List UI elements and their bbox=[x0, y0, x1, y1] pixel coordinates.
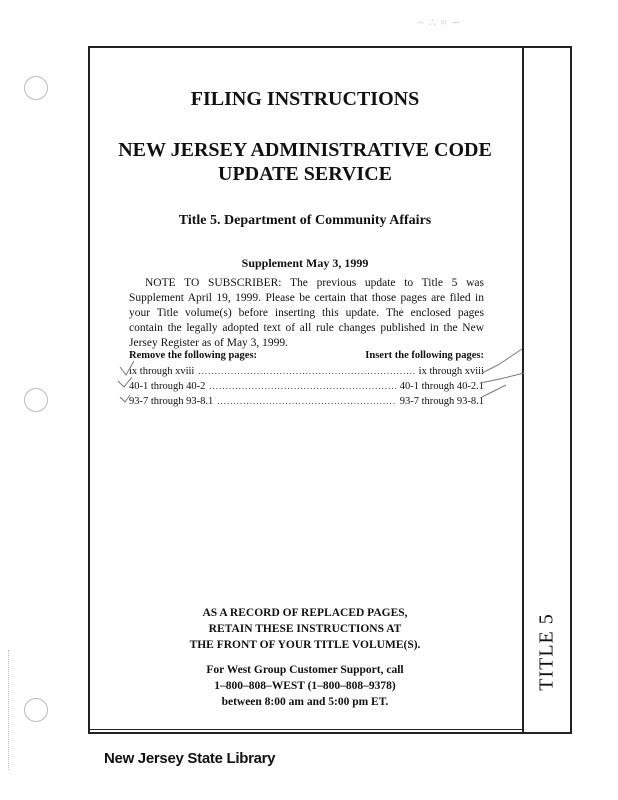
punch-hole-middle bbox=[24, 388, 48, 412]
remove-range: ix through xviii bbox=[129, 366, 195, 377]
margin-mark bbox=[8, 650, 9, 770]
remove-range: 40-1 through 40-2 bbox=[129, 381, 206, 392]
check-mark-left-1 bbox=[120, 361, 134, 375]
handwritten-scribble: ~ ∴ ≈ ∽ bbox=[418, 17, 462, 29]
note-text: The previous update to Title 5 was Supplement April 19, 1999. Please be certain that those pages are filed in your Title volume(s) before inserting this update. The enclosed pages contain the legally adopted text of all rule changes published in the New Jersey Register as of May 3, 1999. bbox=[129, 277, 485, 349]
support-line-2: 1–800–808–WEST (1–800–808–9378) bbox=[214, 680, 396, 692]
checkmarks-drawing bbox=[110, 345, 530, 415]
remove-pages-header: Remove the following pages: bbox=[129, 350, 258, 361]
code-heading bbox=[88, 138, 522, 186]
frame-double-rule bbox=[88, 729, 522, 730]
title-heading: Title 5. Department of Community Affairs bbox=[178, 213, 432, 228]
support-line-1: For West Group Customer Support, call bbox=[206, 664, 404, 676]
customer-support bbox=[88, 662, 522, 710]
check-mark-right-2 bbox=[480, 373, 524, 383]
filing-instructions-heading: FILING INSTRUCTIONS bbox=[190, 88, 420, 110]
record-line-1: AS A RECORD OF REPLACED PAGES, bbox=[202, 607, 408, 619]
code-heading-line2: UPDATE SERVICE bbox=[218, 163, 392, 185]
remove-range: 93-7 through 93-8.1 bbox=[129, 396, 214, 407]
record-line-3: THE FRONT OF YOUR TITLE VOLUME(S). bbox=[189, 639, 421, 651]
check-mark-left-2 bbox=[118, 377, 132, 387]
record-line-2: RETAIN THESE INSTRUCTIONS AT bbox=[208, 623, 402, 635]
library-stamp: New Jersey State Library bbox=[104, 750, 276, 767]
punch-hole-bottom bbox=[24, 698, 48, 722]
insert-range: ix through xviii bbox=[418, 366, 484, 377]
support-line-3: between 8:00 am and 5:00 pm ET. bbox=[221, 696, 389, 708]
supplement-date: Supplement May 3, 1999 bbox=[241, 256, 369, 270]
check-mark-left-3 bbox=[120, 395, 130, 402]
code-heading-line1: NEW JERSEY ADMINISTRATIVE CODE bbox=[118, 139, 492, 161]
subscriber-note bbox=[129, 276, 484, 351]
insert-range: 93-7 through 93-8.1 bbox=[399, 396, 484, 407]
check-mark-right-3 bbox=[482, 385, 506, 397]
note-label: NOTE TO SUBSCRIBER: bbox=[145, 277, 282, 289]
record-instructions bbox=[88, 605, 522, 653]
side-tab-label: TITLE 5 bbox=[535, 613, 558, 691]
insert-pages-header: Insert the following pages: bbox=[365, 350, 484, 361]
insert-range: 40-1 through 40-2.1 bbox=[399, 381, 484, 392]
check-mark-right-1 bbox=[482, 349, 522, 373]
punch-hole-top bbox=[24, 76, 48, 100]
